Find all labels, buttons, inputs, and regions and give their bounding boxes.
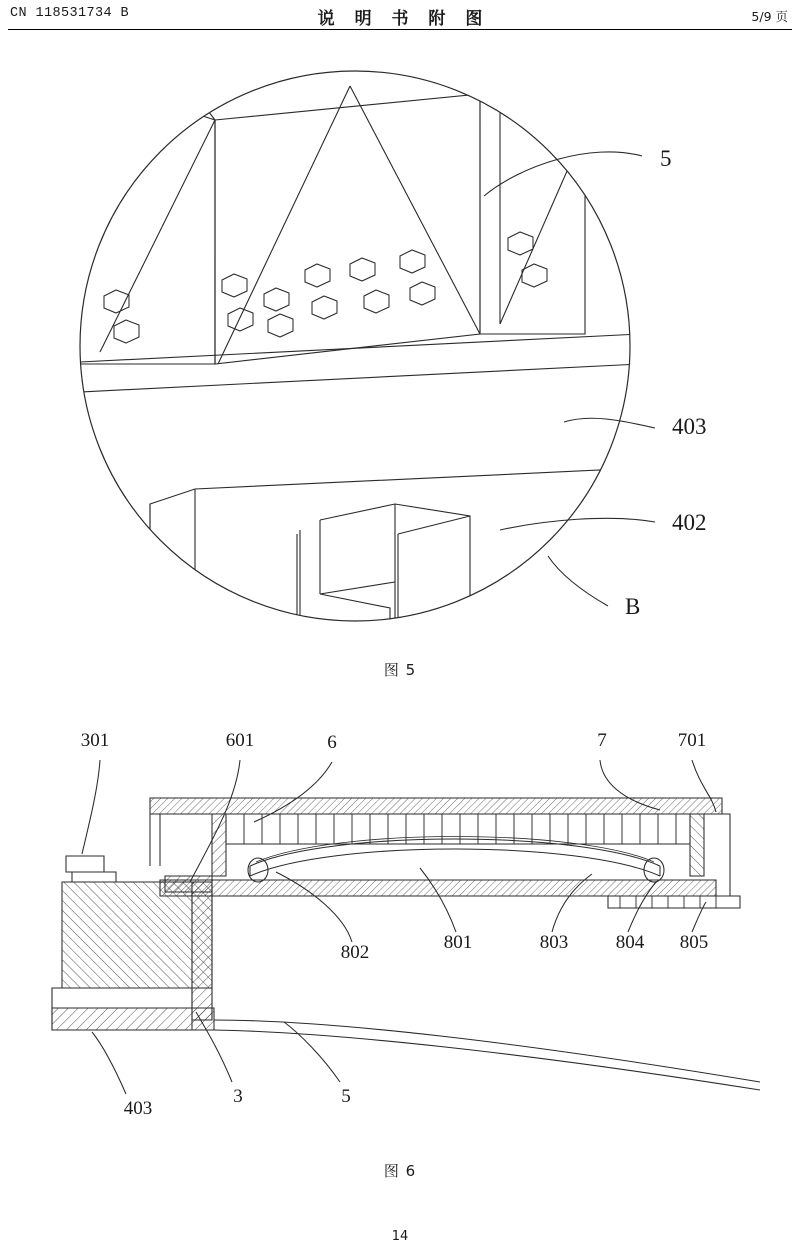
header-divider — [8, 29, 792, 30]
figure-5-caption: 图 5 — [383, 661, 417, 679]
page-header — [0, 0, 800, 30]
ref-label-7: 7 — [597, 730, 607, 751]
ref-label-801: 801 — [443, 932, 473, 953]
patent-number: CN 118531734 B — [10, 6, 130, 21]
ref-label-803: 803 — [539, 932, 569, 953]
ref-label-403: 403 — [672, 414, 707, 439]
page-number: 14 — [391, 1229, 409, 1244]
figure-5-labels — [625, 146, 707, 619]
ref-label-701: 701 — [677, 730, 707, 751]
ref-label-403-fig6: 403 — [123, 1098, 153, 1119]
ref-label-601: 601 — [225, 730, 255, 751]
figure-6-drawing — [0, 690, 800, 1150]
ref-label-3: 3 — [233, 1086, 243, 1107]
ref-label-5-fig6: 5 — [341, 1086, 351, 1107]
figure-6-caption: 图 6 — [383, 1162, 417, 1180]
page-title: 说 明 书 附 图 — [317, 9, 490, 29]
ref-label-804: 804 — [615, 932, 645, 953]
ref-label-402: 402 — [672, 510, 707, 535]
figure-5-drawing — [0, 34, 800, 654]
ref-label-301: 301 — [80, 730, 110, 751]
ref-label-5: 5 — [660, 146, 672, 171]
detail-circle — [80, 71, 630, 621]
ref-label-805: 805 — [679, 932, 709, 953]
ref-label-B: B — [625, 594, 641, 619]
figure-5 — [0, 34, 800, 679]
leader-lines — [484, 152, 655, 606]
ref-label-802: 802 — [340, 942, 370, 963]
figure-6 — [0, 690, 800, 1190]
ref-label-6: 6 — [327, 732, 337, 753]
page-indicator: 5/9 页 — [751, 9, 788, 24]
